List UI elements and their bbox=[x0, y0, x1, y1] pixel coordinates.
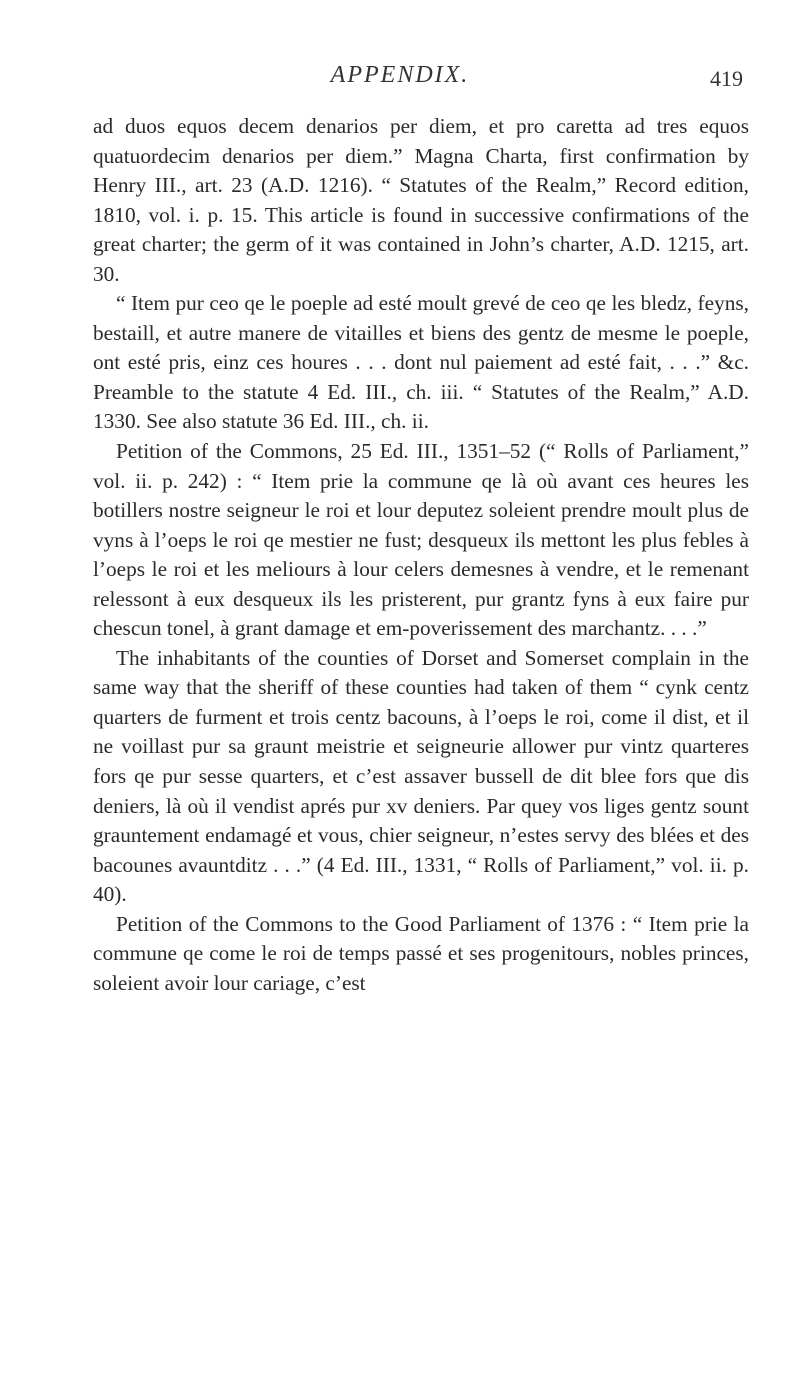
paragraph-commons-petition: Petition of the Commons, 25 Ed. III., 1351–52 (“ Rolls of Parliament,” vol. ii. p. 242) : “ Item prie la commune qe là où avant ces heures les botillers nostre seigneur le roi et lour deputez soleient prendre moult plus de vyns à l’oeps le roi qe mestier ne fust; desqueux ils mettont les plus febles à l’oeps le roi et les meliours à lour celers demesnes à vendre, et le remenant relessont à eux desqueux ils les pristerent, pur grantz fyns à eux faire pur chescun tonel, à grant damage et em-poverissement des marchantz. . . .” bbox=[93, 439, 749, 641]
paragraph-good-parliament: Petition of the Commons to the Good Parliament of 1376 : “ Item prie la commune qe come le roi de temps passé et ses progenitours, nobles princes, soleient avoir lour cariage, c’est bbox=[93, 911, 749, 995]
page-number: 419 bbox=[710, 66, 743, 91]
paragraph-statute-preamble: “ Item pur ceo qe le poeple ad esté moult grevé de ceo qe les bledz, feyns, bestaill, et autre manere de vitailles et biens des gentz de mesme le poeple, ont esté pris, einz ces houres . . . dont nul paiement ad esté fait, . . .” &c. Preamble to the statute 4 Ed. III., ch. iii. “ Statutes of the Realm,” A.D. 1330. See also statute 36 Ed. III., ch. ii. bbox=[93, 291, 749, 434]
running-head bbox=[0, 62, 800, 102]
body-text bbox=[93, 112, 749, 998]
paragraph-dorset-somerset: The inhabitants of the counties of Dorset and Somerset complain in the same way that the sheriff of these counties had taken of them “ cynk centz quarters de furment et trois centz bacouns, à l’oeps le roi, come il dist, et il ne voillast pur sa graunt meistrie et seigneurie allower pur vintz quarteres fors qe pur sesse quarters, et c’est assaver bussell de dit blee fors que dis deniers, là où il vendist aprés pur xv deniers. Par quey vos liges gentz sount grauntement endamagé et vous, chier seigneur, n’estes servy des blées et des bacounes avauntditz . . .” (4 Ed. III., 1331, “ Rolls of Parliament,” vol. ii. p. 40). bbox=[93, 645, 749, 907]
paragraph-magna-charta: ad duos equos decem denarios per diem, et pro caretta ad tres equos quatuordecim denarios per diem.” Magna Charta, first confirmation by Henry III., art. 23 (A.D. 1216). “ Statutes of the Realm,” Record edition, 1810, vol. i. p. 15. This article is found in successive confirmations of the great charter; the germ of it was contained in John’s charter, A.D. 1215, art. 30. bbox=[93, 114, 749, 286]
running-title: APPENDIX. bbox=[330, 62, 470, 88]
